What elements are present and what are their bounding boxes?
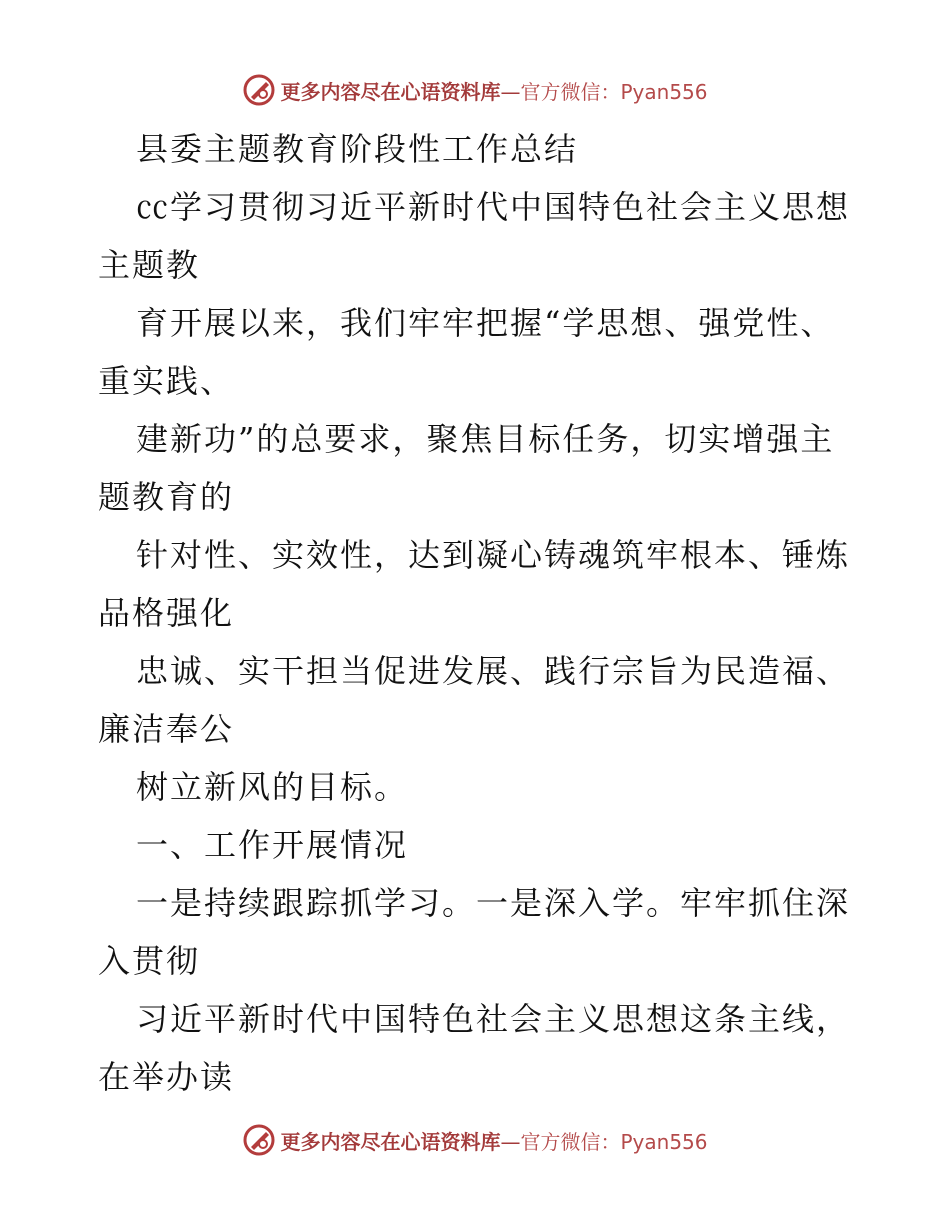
document-line: 在举办读 [98, 1058, 235, 1096]
header-banner-main: 更多内容尽在心语资料库 [280, 79, 501, 104]
header-banner-wechat: 官方微信： [520, 79, 621, 104]
document-title: 县委主题教育阶段性工作总结 [136, 130, 579, 168]
header-banner [0, 70, 950, 110]
brand-logo-icon [242, 1123, 276, 1157]
document-line: 重实践、 [98, 362, 235, 400]
document-line: 一是持续跟踪抓学习。一是深入学。牢牢抓住深 [136, 884, 851, 922]
document-line: 廉洁奉公 [98, 710, 235, 748]
footer-banner [0, 1120, 950, 1160]
footer-banner-wechat: 官方微信： [520, 1129, 621, 1154]
document-line: ㏄学习贯彻习近平新时代中国特色社会主义思想 [136, 188, 851, 226]
footer-banner-account: Pyan556 [620, 1129, 708, 1154]
brand-logo-icon [242, 73, 276, 107]
footer-banner-main: 更多内容尽在心语资料库 [280, 1129, 501, 1154]
document-body [98, 120, 868, 1106]
document-line: 针对性、实效性，达到凝心铸魂筑牢根本、锤炼 [136, 536, 851, 574]
document-line: 育开展以来，我们牢牢把握“学思想、强党性、 [136, 304, 835, 342]
document-line: 树立新风的目标。 [136, 768, 409, 806]
header-banner-dash: — [500, 79, 521, 104]
header-banner-account: Pyan556 [620, 79, 708, 104]
document-line: 建新功”的总要求，聚焦目标任务，切实增强主 [136, 420, 835, 458]
document-line: 品格强化 [98, 594, 235, 632]
document-line: 主题教 [98, 246, 201, 284]
document-line: 入贯彻 [98, 942, 201, 980]
header-banner-text [280, 76, 707, 105]
document-line: 题教育的 [98, 478, 235, 516]
document-line: 习近平新时代中国特色社会主义思想这条主线， [136, 1000, 851, 1038]
footer-banner-text [280, 1126, 707, 1155]
footer-banner-dash: — [500, 1129, 521, 1154]
section-heading: 一、工作开展情况 [136, 826, 409, 864]
document-line: 忠诚、实干担当促进发展、践行宗旨为民造福、 [136, 652, 851, 690]
